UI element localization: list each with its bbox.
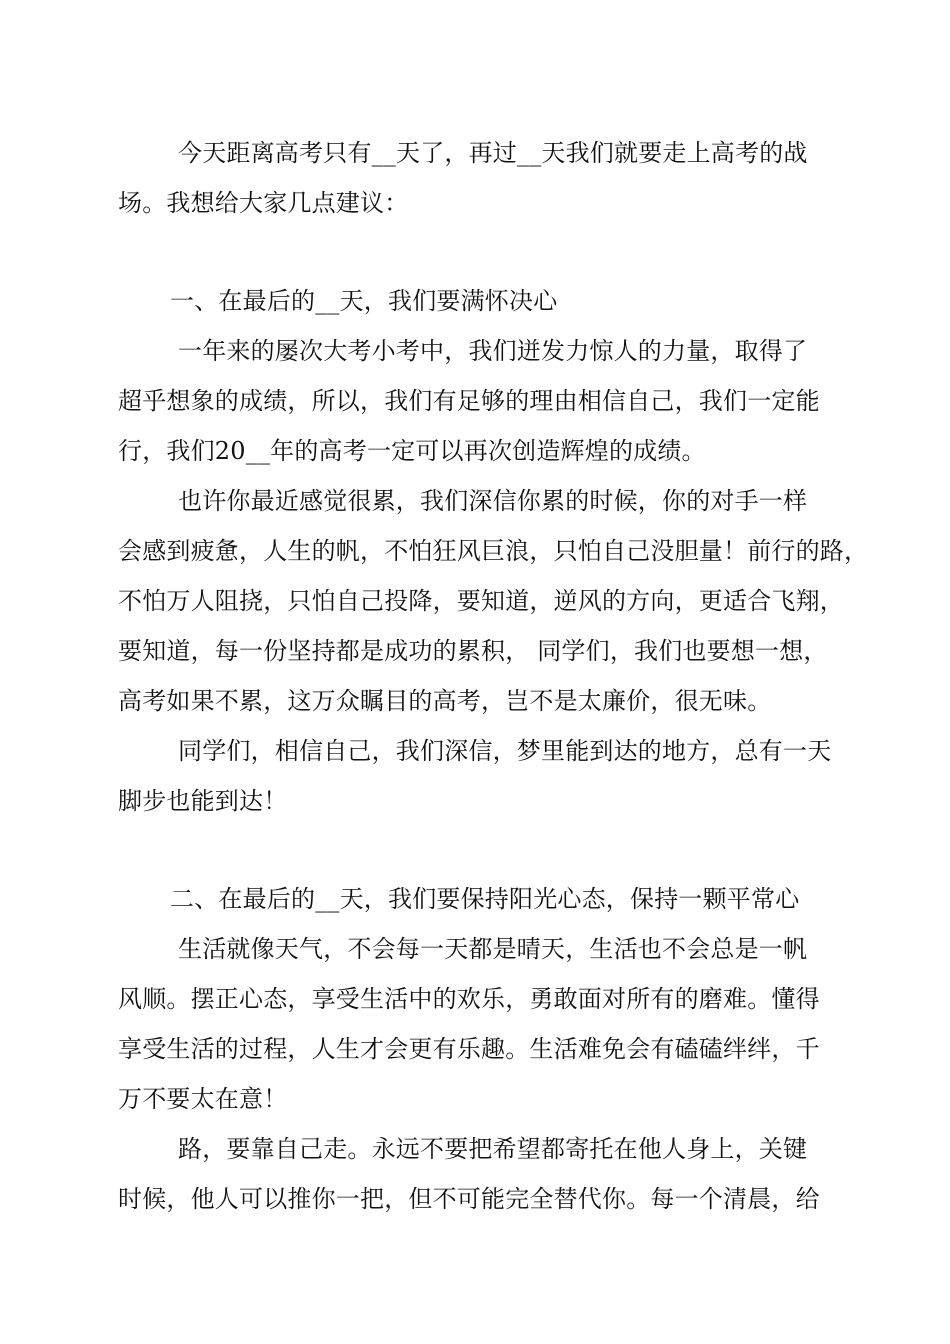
paragraph-line: 场。我想给大家几点建议： [118, 189, 409, 217]
section-heading: 二、在最后的__天，我们要保持阳光心态，保持一颗平常心 [170, 885, 800, 913]
paragraph-line: 高考如果不累，这万众瞩目的高考，岂不是太廉价，很无味。 [118, 687, 772, 715]
paragraph-line: 路，要靠自己走。永远不要把希望都寄托在他人身上，关键 [178, 1135, 808, 1163]
paragraph-line: 也许你最近感觉很累，我们深信你累的时候，你的对手一样 [178, 487, 808, 515]
paragraph-line: 超乎想象的成绩，所以，我们有足够的理由相信自己，我们一定能 [118, 387, 820, 415]
paragraph-line: 一年来的屡次大考小考中，我们迸发力惊人的力量，取得了 [178, 337, 808, 365]
paragraph-line: 今天距离高考只有__天了，再过__天我们就要走上高考的战 [178, 139, 808, 167]
paragraph-line: 同学们，相信自己，我们深信，梦里能到达的地方，总有一天 [178, 737, 832, 765]
paragraph-line: 享受生活的过程，人生才会更有乐趣。生活难免会有磕磕绊绊，千 [118, 1035, 820, 1063]
paragraph-line: 万不要太在意！ [118, 1085, 288, 1113]
paragraph-line: 生活就像天气，不会每一天都是晴天，生活也不会总是一帆 [178, 935, 808, 963]
paragraph-line: 要知道，每一份坚持都是成功的累积， 同学们，我们也要想一想， [118, 637, 828, 665]
paragraph-line: 时候，他人可以推你一把，但不可能完全替代你。每一个清晨，给 [118, 1185, 820, 1213]
paragraph-line: 会感到疲惫，人生的帆，不怕狂风巨浪，只怕自己没胆量！前行的路， [118, 537, 869, 565]
paragraph-line: 行，我们20__年的高考一定可以再次创造辉煌的成绩。 [118, 437, 706, 465]
paragraph-line: 不怕万人阻挠，只怕自己投降，要知道，逆风的方向，更适合飞翔， [118, 587, 844, 615]
paragraph-line: 风顺。摆正心态，享受生活中的欢乐，勇敢面对所有的磨难。懂得 [118, 985, 820, 1013]
paragraph-line: 脚步也能到达！ [118, 787, 288, 815]
section-heading: 一、在最后的__天，我们要满怀决心 [170, 287, 558, 315]
